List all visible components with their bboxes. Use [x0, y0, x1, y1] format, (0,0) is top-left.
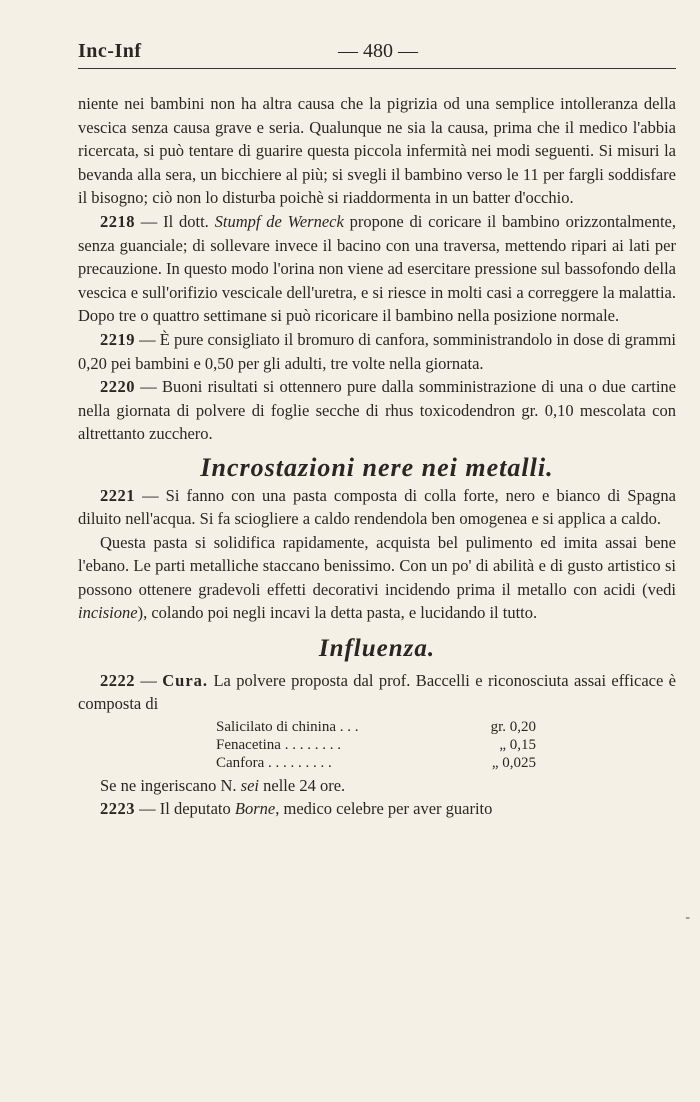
paragraph-continued: niente nei bambini non ha altra causa che la pigrizia od una semplice intolleranza della vescica senza causa grave e seria. Qualunque ne sia la causa, prima che il medico l'abbia ricercata, si può tentare di guarire questa piccola infermità nei modi seguenti. Si misuri la bevanda alla sera, un bicchiere al più; si svegli il bambino verso le 11 per fargli soddisfare il bisogno; ciò non lo disturba poichè si riaddormenta in un batter d'occhio. — [78, 94, 676, 208]
ingredient-qty: „ 0,15 — [499, 736, 536, 753]
entry-post: nelle 24 ore. — [259, 775, 346, 795]
entry-pre: Se ne ingeriscano N. — [100, 775, 241, 795]
entry-number: 2222 — [100, 670, 135, 690]
person-name: Borne — [234, 799, 276, 819]
entry-text: propone di coricare il bambino orizzontalmente, senza guanciale; di sollevare invece il bacino con una traversa, mettendo ripari ai lati per precauzione. In questo modo l'orina non viene ad esercitare pressione sul bassofondo della vescica e sull'orifizio vescicale dell'uretra, e si riesce in molti casi a correggere la malattia. Dopo tre o quattro settimane si può ricoricare il bambino nella posizione normale. — [78, 211, 677, 326]
entry-number: 2221 — [100, 485, 135, 505]
entry-number: 2219 — [100, 329, 135, 349]
page-body — [78, 92, 676, 821]
entry-text: È pure consigliato il bromuro di canfora, somministrandolo in dose di grammi 0,20 pei bambini e 0,50 per gli adulti, tre volte nella giornata. — [78, 329, 676, 373]
margin-mark: - — [685, 910, 690, 925]
entry-pre: Il deputato — [159, 799, 235, 819]
running-head: Inc-Inf — [78, 40, 142, 62]
entry-dash: — — [135, 799, 160, 819]
entry-dash: — — [135, 377, 162, 397]
emphasis: sei — [240, 775, 260, 795]
entry-2222-dosage — [78, 774, 676, 798]
cross-reference: incisione — [78, 603, 138, 623]
entry-dash: — — [135, 485, 166, 505]
entry-post: ), colando poi negli incavi la detta pasta, e lucidando il tutto. — [137, 603, 538, 623]
entry-dash: — — [135, 329, 160, 349]
recipe-row — [216, 754, 536, 772]
header-rule — [78, 68, 676, 69]
entry-2220 — [78, 375, 676, 446]
entry-text: Buoni risultati si ottennero pure dalla somministrazione di una o due cartine nella giornata di polvere di foglie secche di rhus toxicodendron gr. 0,10 mescolata con altrettanto zucchero. — [78, 377, 676, 444]
recipe-row — [216, 736, 536, 754]
entry-2221-continued — [78, 531, 676, 625]
author-name: Stumpf de Werneck — [214, 211, 344, 231]
entry-number: 2223 — [100, 799, 135, 819]
ingredient-qty: gr. 0,20 — [490, 718, 536, 735]
entry-number: 2218 — [100, 211, 135, 231]
page-header — [78, 38, 676, 66]
entry-2222 — [78, 669, 676, 716]
section-heading-incrostazioni: Incrostazioni nere nei metalli. — [200, 452, 554, 482]
recipe-row — [216, 718, 536, 736]
entry-2223 — [78, 797, 676, 821]
ingredient-name: Fenacetina . . . . . . . . — [216, 736, 341, 753]
entry-dash: — — [135, 670, 163, 690]
entry-text: , medico celebre per aver guarito — [275, 799, 493, 819]
ingredient-qty: „ 0,025 — [491, 754, 536, 771]
recipe-list — [216, 718, 536, 772]
entry-2218 — [78, 210, 676, 328]
entry-number: 2220 — [100, 377, 135, 397]
entry-2219 — [78, 328, 676, 375]
entry-text: La polvere proposta dal prof. Baccelli e riconosciuta assai efficace è composta di — [78, 670, 677, 714]
entry-text: Si fanno con una pasta composta di colla forte, nero e bianco di Spagna diluito nell'acqua. Si fa sciogliere a caldo rendendola ben omogenea e si applica a caldo. — [78, 485, 676, 529]
ingredient-name: Canfora . . . . . . . . . — [216, 754, 332, 771]
entry-dash: — — [135, 211, 164, 231]
entry-pre: Questa pasta si solidifica rapidamente, acquista bel pulimento ed imita assai bene l'ebano. Le parti metalliche staccano benissimo. Con un po' di abilità e di gusto artistico si possono ottenere gradevoli effetti decorativi incidendo prima il metallo con acidi (vedi — [78, 532, 676, 599]
section-heading-influenza: Influenza. — [318, 635, 436, 663]
entry-2221 — [78, 484, 676, 531]
ingredient-name: Salicilato di chinina . . . — [216, 718, 359, 735]
page-number: — 480 — — [338, 40, 418, 62]
entry-pre: Il dott. — [163, 211, 215, 231]
entry-label: Cura. — [162, 670, 209, 690]
